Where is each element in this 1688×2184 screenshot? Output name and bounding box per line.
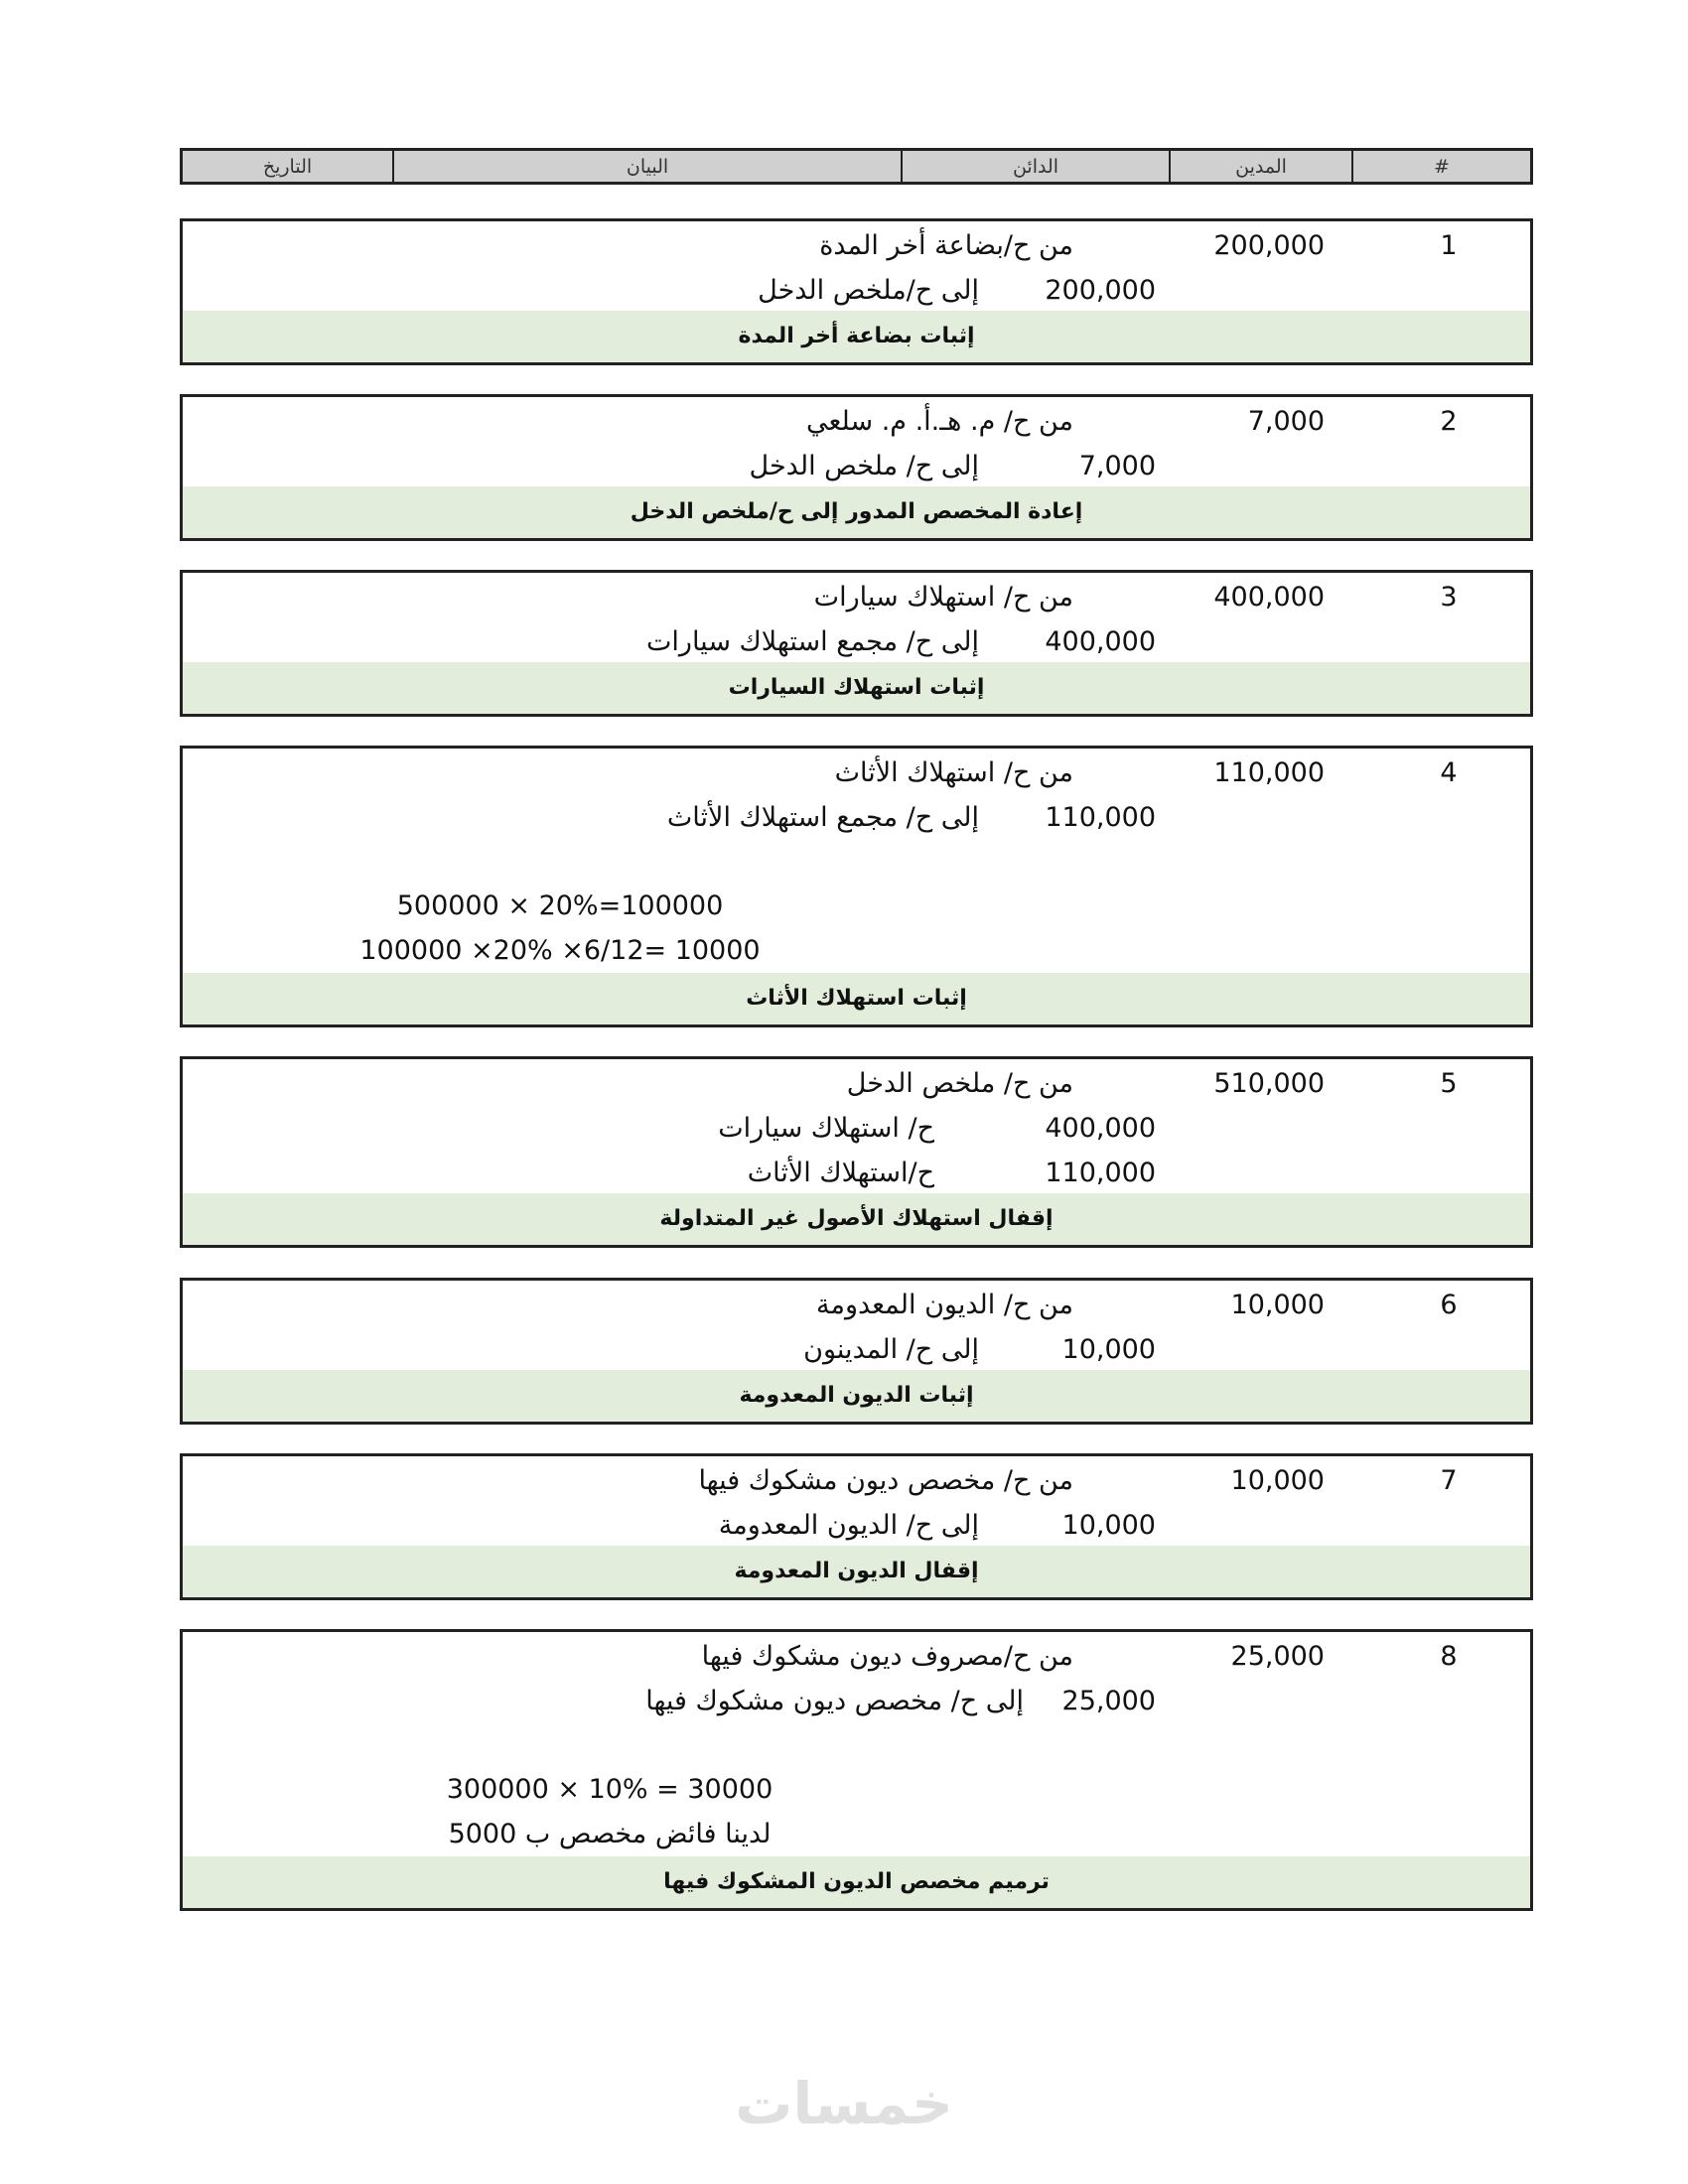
debit-amount: 10,000 [1230,1465,1325,1496]
entry-number: 1 [1440,230,1458,261]
entry-caption: إثبات استهلاك الأثاث [183,973,1530,1024]
credit-amount: 10,000 [1061,1510,1156,1541]
entry-number: 4 [1440,757,1458,788]
credit-account: إلى ح/ ملخص الدخل [749,451,979,481]
entry-number: 7 [1440,1465,1458,1496]
entry-caption: إقفال استهلاك الأصول غير المتداولة [183,1193,1530,1245]
entry-number: 8 [1440,1641,1458,1672]
entry-number: 5 [1440,1068,1458,1099]
credit-account: ح/ استهلاك سيارات [718,1113,934,1144]
credit-amount: 110,000 [1045,802,1156,833]
debit-amount: 25,000 [1230,1641,1325,1672]
credit-account: ح/استهلاك الأثاث [747,1158,934,1188]
debit-amount: 200,000 [1213,230,1325,261]
header-number: # [1351,151,1530,182]
journal-entry [180,746,1533,1027]
debit-amount: 510,000 [1213,1068,1325,1099]
debit-amount: 400,000 [1213,582,1325,613]
entry-caption: ترميم مخصص الديون المشكوك فيها [183,1856,1530,1908]
journal-entry [180,1056,1533,1248]
journal-entry [180,1278,1533,1425]
journal-entry [180,1453,1533,1600]
entry-caption: إعادة المخصص المدور إلى ح/ملخص الدخل [183,486,1530,538]
calculation-line: 300000 × 10% = 30000 [446,1774,774,1805]
header-debit: المدين [1169,151,1351,182]
journal-entry [180,394,1533,541]
credit-account: إلى ح/ مجمع استهلاك الأثاث [666,802,979,833]
credit-account: إلى ح/ المدينون [803,1334,979,1365]
header-date: التاريخ [262,155,313,178]
calculation-note: لدينا فائض مخصص ب 5000 [448,1819,772,1849]
credit-account: إلى ح/ملخص الدخل [758,275,979,306]
journal-header [180,148,1533,185]
calculation-line: 100000 ×20% ×6/12= 10000 [359,935,761,966]
entry-number: 6 [1440,1290,1458,1320]
entry-caption: إقفال الديون المعدومة [183,1546,1530,1597]
entry-number: 2 [1440,406,1458,437]
header-credit: الدائن [901,151,1169,182]
debit-account: من ح/ استهلاك الأثاث [834,757,1073,788]
debit-account: من ح/مصروف ديون مشكوك فيها [701,1641,1073,1672]
credit-amount: 25,000 [1061,1686,1156,1716]
debit-account: من ح/ ملخص الدخل [846,1068,1073,1099]
journal-entry [180,1629,1533,1911]
credit-amount: 400,000 [1045,1113,1156,1144]
entry-caption: إثبات الديون المعدومة [183,1370,1530,1422]
credit-account: إلى ح/ مجمع استهلاك سيارات [646,626,979,657]
credit-amount: 10,000 [1061,1334,1156,1365]
debit-account: من ح/ م. هـ.أ. م. سلعي [806,406,1073,437]
credit-account: إلى ح/ الديون المعدومة [718,1510,979,1541]
entry-caption: إثبات بضاعة أخر المدة [183,311,1530,362]
header-description: البيان [392,151,901,182]
calculation-line: 500000 × 20%=100000 [396,890,724,921]
watermark-logo: خمسات [735,2070,953,2137]
credit-amount: 200,000 [1045,275,1156,306]
credit-account: إلى ح/ مخصص ديون مشكوك فيها [645,1686,1024,1716]
debit-amount: 7,000 [1247,406,1325,437]
debit-account: من ح/ مخصص ديون مشكوك فيها [698,1465,1073,1496]
debit-amount: 110,000 [1213,757,1325,788]
journal-entry [180,218,1533,365]
credit-amount: 400,000 [1045,626,1156,657]
debit-account: من ح/بضاعة أخر المدة [819,230,1073,261]
entry-caption: إثبات استهلاك السيارات [183,662,1530,714]
debit-amount: 10,000 [1230,1290,1325,1320]
journal-entry [180,570,1533,717]
debit-account: من ح/ استهلاك سيارات [813,582,1073,613]
credit-amount: 110,000 [1045,1158,1156,1188]
debit-account: من ح/ الديون المعدومة [816,1290,1073,1320]
entry-number: 3 [1440,582,1458,613]
credit-amount: 7,000 [1078,451,1156,481]
